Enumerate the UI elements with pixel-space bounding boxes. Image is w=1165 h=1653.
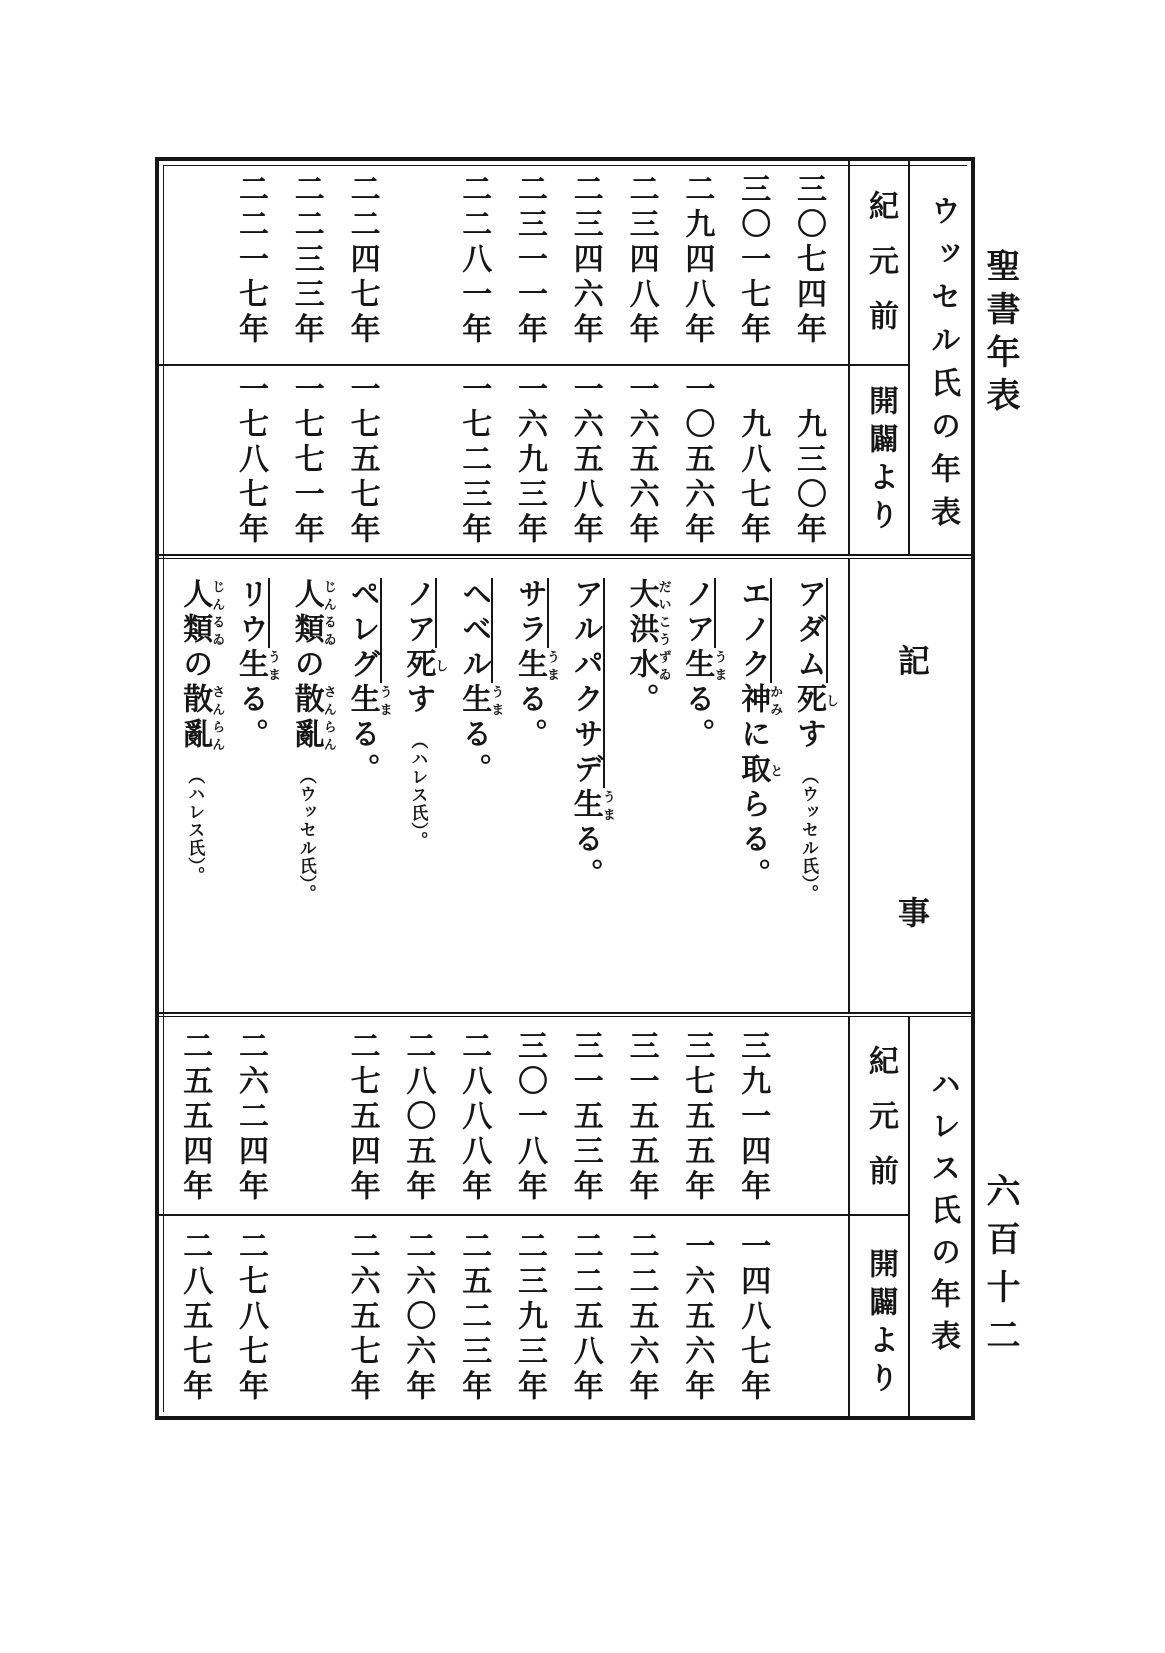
ruby-reading: じん [320, 578, 336, 613]
hales-am-year: 二五二三年 [456, 1230, 492, 1405]
ruby-base: 洪 [623, 613, 659, 648]
ruby-word [288, 613, 336, 648]
ruby-reading: し [432, 648, 448, 683]
hales-am-year: 二七八七年 [233, 1230, 268, 1405]
ruby-base: 人 [177, 578, 213, 613]
ruby-word [456, 683, 504, 718]
ruby-reading: うま [599, 788, 615, 823]
ruby-base: 死 [791, 683, 826, 718]
ruby-base: 類 [177, 613, 213, 648]
event-text: る。 [679, 683, 715, 753]
event-text: の [177, 648, 213, 683]
ruby-base: 生 [567, 788, 603, 823]
ruby-word [177, 683, 225, 718]
hales-am-year: 二六〇六年 [400, 1230, 436, 1405]
ruby-reading: さん [320, 683, 336, 718]
hales-am-year: 一六五六年 [679, 1230, 715, 1405]
ruby-reading: だい [655, 578, 671, 613]
event-entry [555, 578, 615, 1006]
ruby-reading: うま [711, 648, 727, 683]
hales-bc-year: 三一五三年 [567, 1030, 603, 1205]
proper-name: リウ [233, 578, 268, 648]
event-text: の [288, 648, 324, 683]
event-entry [164, 578, 224, 1006]
ruby-reading: らん [209, 718, 225, 753]
proper-name: ペレグ [344, 578, 380, 683]
ruby-base: 大 [623, 578, 659, 613]
hales-bc-year: 二八〇五年 [400, 1030, 436, 1205]
event-entry [499, 578, 559, 1006]
ruby-word [735, 683, 783, 718]
ussher-am-year: 九八七年 [735, 408, 771, 548]
proper-name: アダム [791, 578, 826, 683]
page-number: 六百十二 [980, 1173, 1020, 1365]
ruby-word [288, 578, 336, 613]
ruby-reading: し [823, 683, 838, 718]
proper-name: ヘベル [456, 578, 492, 683]
ruby-reading: こう [655, 613, 671, 648]
ruby-word [288, 718, 336, 753]
ruby-word [791, 683, 838, 718]
event-entry [611, 578, 671, 1006]
ussher-bc-year: 二二三三年 [288, 173, 324, 348]
ruby-base: 生 [344, 683, 380, 718]
ruby-reading: るゐ [209, 613, 225, 648]
ruby-reading: かみ [767, 683, 783, 718]
ussher-am-year: 九三〇年 [791, 408, 826, 548]
ruby-word [512, 648, 559, 683]
event-text: る。 [344, 718, 380, 788]
ussher-bc-year: 二二八一年 [456, 173, 492, 348]
hales-am-year: 二二五六年 [623, 1230, 659, 1405]
ruby-word [623, 648, 671, 683]
ruby-base: 類 [288, 613, 324, 648]
ussher-bc-year: 二三一一年 [512, 173, 547, 348]
source-note: （ウッセル氏）。 [798, 767, 818, 903]
ruby-word [735, 753, 783, 788]
ussher-am-year: 一七五七年 [344, 373, 380, 548]
ussher-label-divider [848, 161, 850, 555]
ruby-base: 亂 [177, 718, 213, 753]
events-label-part-2: 事 [893, 896, 931, 928]
ussher-am-label: 開闢より [863, 385, 898, 537]
ussher-bc-year: 二二四七年 [344, 173, 380, 348]
event-entry [778, 578, 838, 1006]
source-note: （ハレス氏）。 [184, 767, 205, 885]
ussher-am-year: 一七七一年 [288, 373, 324, 548]
ruby-base: 生 [456, 683, 492, 718]
hales-am-year: 二六五七年 [344, 1230, 380, 1405]
hales-table-title: ハレス氏の年表 [925, 1068, 960, 1362]
ussher-am-year: 一六九三年 [512, 373, 547, 548]
hales-bc-year: 三〇一八年 [512, 1030, 547, 1205]
event-text: る。 [233, 683, 268, 753]
proper-name: ノア [679, 578, 715, 648]
event-entry [220, 578, 280, 1006]
ruby-base: 亂 [288, 718, 324, 753]
hales-bc-year: 二六二四年 [233, 1030, 268, 1205]
ruby-reading: うま [376, 683, 392, 718]
hales-row-divider [159, 1214, 910, 1216]
hales-bc-label: 紀元前 [863, 1045, 898, 1210]
event-entry [276, 578, 336, 1006]
ruby-reading: うま [544, 648, 559, 683]
ruby-reading: じん [209, 578, 225, 613]
ussher-title-divider [908, 161, 910, 555]
ruby-base: 生 [233, 648, 268, 683]
ruby-base: 取 [735, 753, 771, 788]
proper-name: アルパクサデ [567, 578, 603, 788]
ussher-bc-year: 三〇一七年 [735, 173, 771, 348]
ruby-word [177, 613, 225, 648]
hales-bc-year: 三一五五年 [623, 1030, 659, 1205]
ruby-word [567, 788, 615, 823]
hales-bc-year: 三七五五年 [679, 1030, 715, 1205]
ruby-base: 水 [623, 648, 659, 683]
ussher-bc-year: 二九四八年 [679, 173, 715, 348]
ussher-am-year: 一七八七年 [233, 373, 268, 548]
ussher-am-year: 一七二三年 [456, 373, 492, 548]
event-text: らる。 [735, 788, 771, 893]
ruby-base: 散 [177, 683, 213, 718]
ruby-reading: さん [209, 683, 225, 718]
ruby-word [288, 683, 336, 718]
proper-name: サラ [512, 578, 547, 648]
ruby-reading: うま [488, 683, 504, 718]
ruby-word [623, 613, 671, 648]
ussher-bc-year: 二二一七年 [233, 173, 268, 348]
hales-am-year: 二二五八年 [567, 1230, 603, 1405]
ruby-word [623, 578, 671, 613]
event-entry [443, 578, 503, 1006]
ussher-am-year: 一六五六年 [623, 373, 659, 548]
ussher-bc-year: 三〇七四年 [791, 173, 826, 348]
ruby-word [679, 648, 727, 683]
ruby-base: 人 [288, 578, 324, 613]
hales-bc-year: 三九一四年 [735, 1030, 771, 1205]
hales-bc-year: 二七五四年 [344, 1030, 380, 1205]
hales-am-year: 一四八七年 [735, 1230, 771, 1405]
event-text: す [791, 718, 826, 753]
events-label-part-1: 記 [893, 644, 931, 676]
ruby-word [233, 648, 280, 683]
event-entry [332, 578, 392, 1006]
hales-bc-year: 二五五四年 [177, 1030, 213, 1205]
ussher-row-divider [159, 364, 910, 366]
proper-name: エノク [735, 578, 771, 683]
event-text: る。 [456, 718, 492, 788]
event-text: す [400, 683, 436, 718]
ruby-reading: ずゐ [655, 648, 671, 683]
event-text: に [735, 718, 771, 753]
running-header-title: 聖書年表 [980, 248, 1020, 420]
hales-am-year: 二八五七年 [177, 1230, 213, 1405]
hales-label-divider [848, 1017, 850, 1416]
source-note: （ハレス氏）。 [407, 732, 428, 850]
ruby-reading: るゐ [320, 613, 336, 648]
ussher-bc-label: 紀元前 [863, 190, 898, 355]
ruby-word [177, 578, 225, 613]
ussher-am-year: 一〇五六年 [679, 373, 715, 548]
event-entry [666, 578, 726, 1006]
event-entry [387, 578, 447, 1006]
ruby-reading: らん [320, 718, 336, 753]
event-entry [722, 578, 782, 1006]
source-note: （ウッセル氏）。 [295, 767, 316, 903]
event-text: る。 [567, 823, 603, 893]
hales-am-year: 二三九三年 [512, 1230, 547, 1405]
ussher-am-year: 一六五八年 [567, 373, 603, 548]
hales-am-label: 開闢より [863, 1248, 898, 1400]
ruby-word [344, 683, 392, 718]
ruby-base: 生 [512, 648, 547, 683]
ruby-base: 散 [288, 683, 324, 718]
ussher-bc-year: 二三四八年 [623, 173, 659, 348]
proper-name: ノア [400, 578, 436, 648]
ruby-reading: と [767, 753, 783, 788]
ruby-base: 生 [679, 648, 715, 683]
hales-bc-year: 二八八八年 [456, 1030, 492, 1205]
hales-title-divider [908, 1017, 910, 1416]
ruby-word [177, 718, 225, 753]
ussher-bc-year: 二三四六年 [567, 173, 603, 348]
ruby-base: 神 [735, 683, 771, 718]
event-text: 。 [623, 683, 659, 718]
event-text: る。 [512, 683, 547, 753]
ruby-base: 死 [400, 648, 436, 683]
ussher-table-title: ウッセル氏の年表 [925, 195, 960, 539]
ruby-word [400, 648, 448, 683]
ruby-reading: うま [265, 648, 280, 683]
events-label-divider [848, 559, 850, 1013]
